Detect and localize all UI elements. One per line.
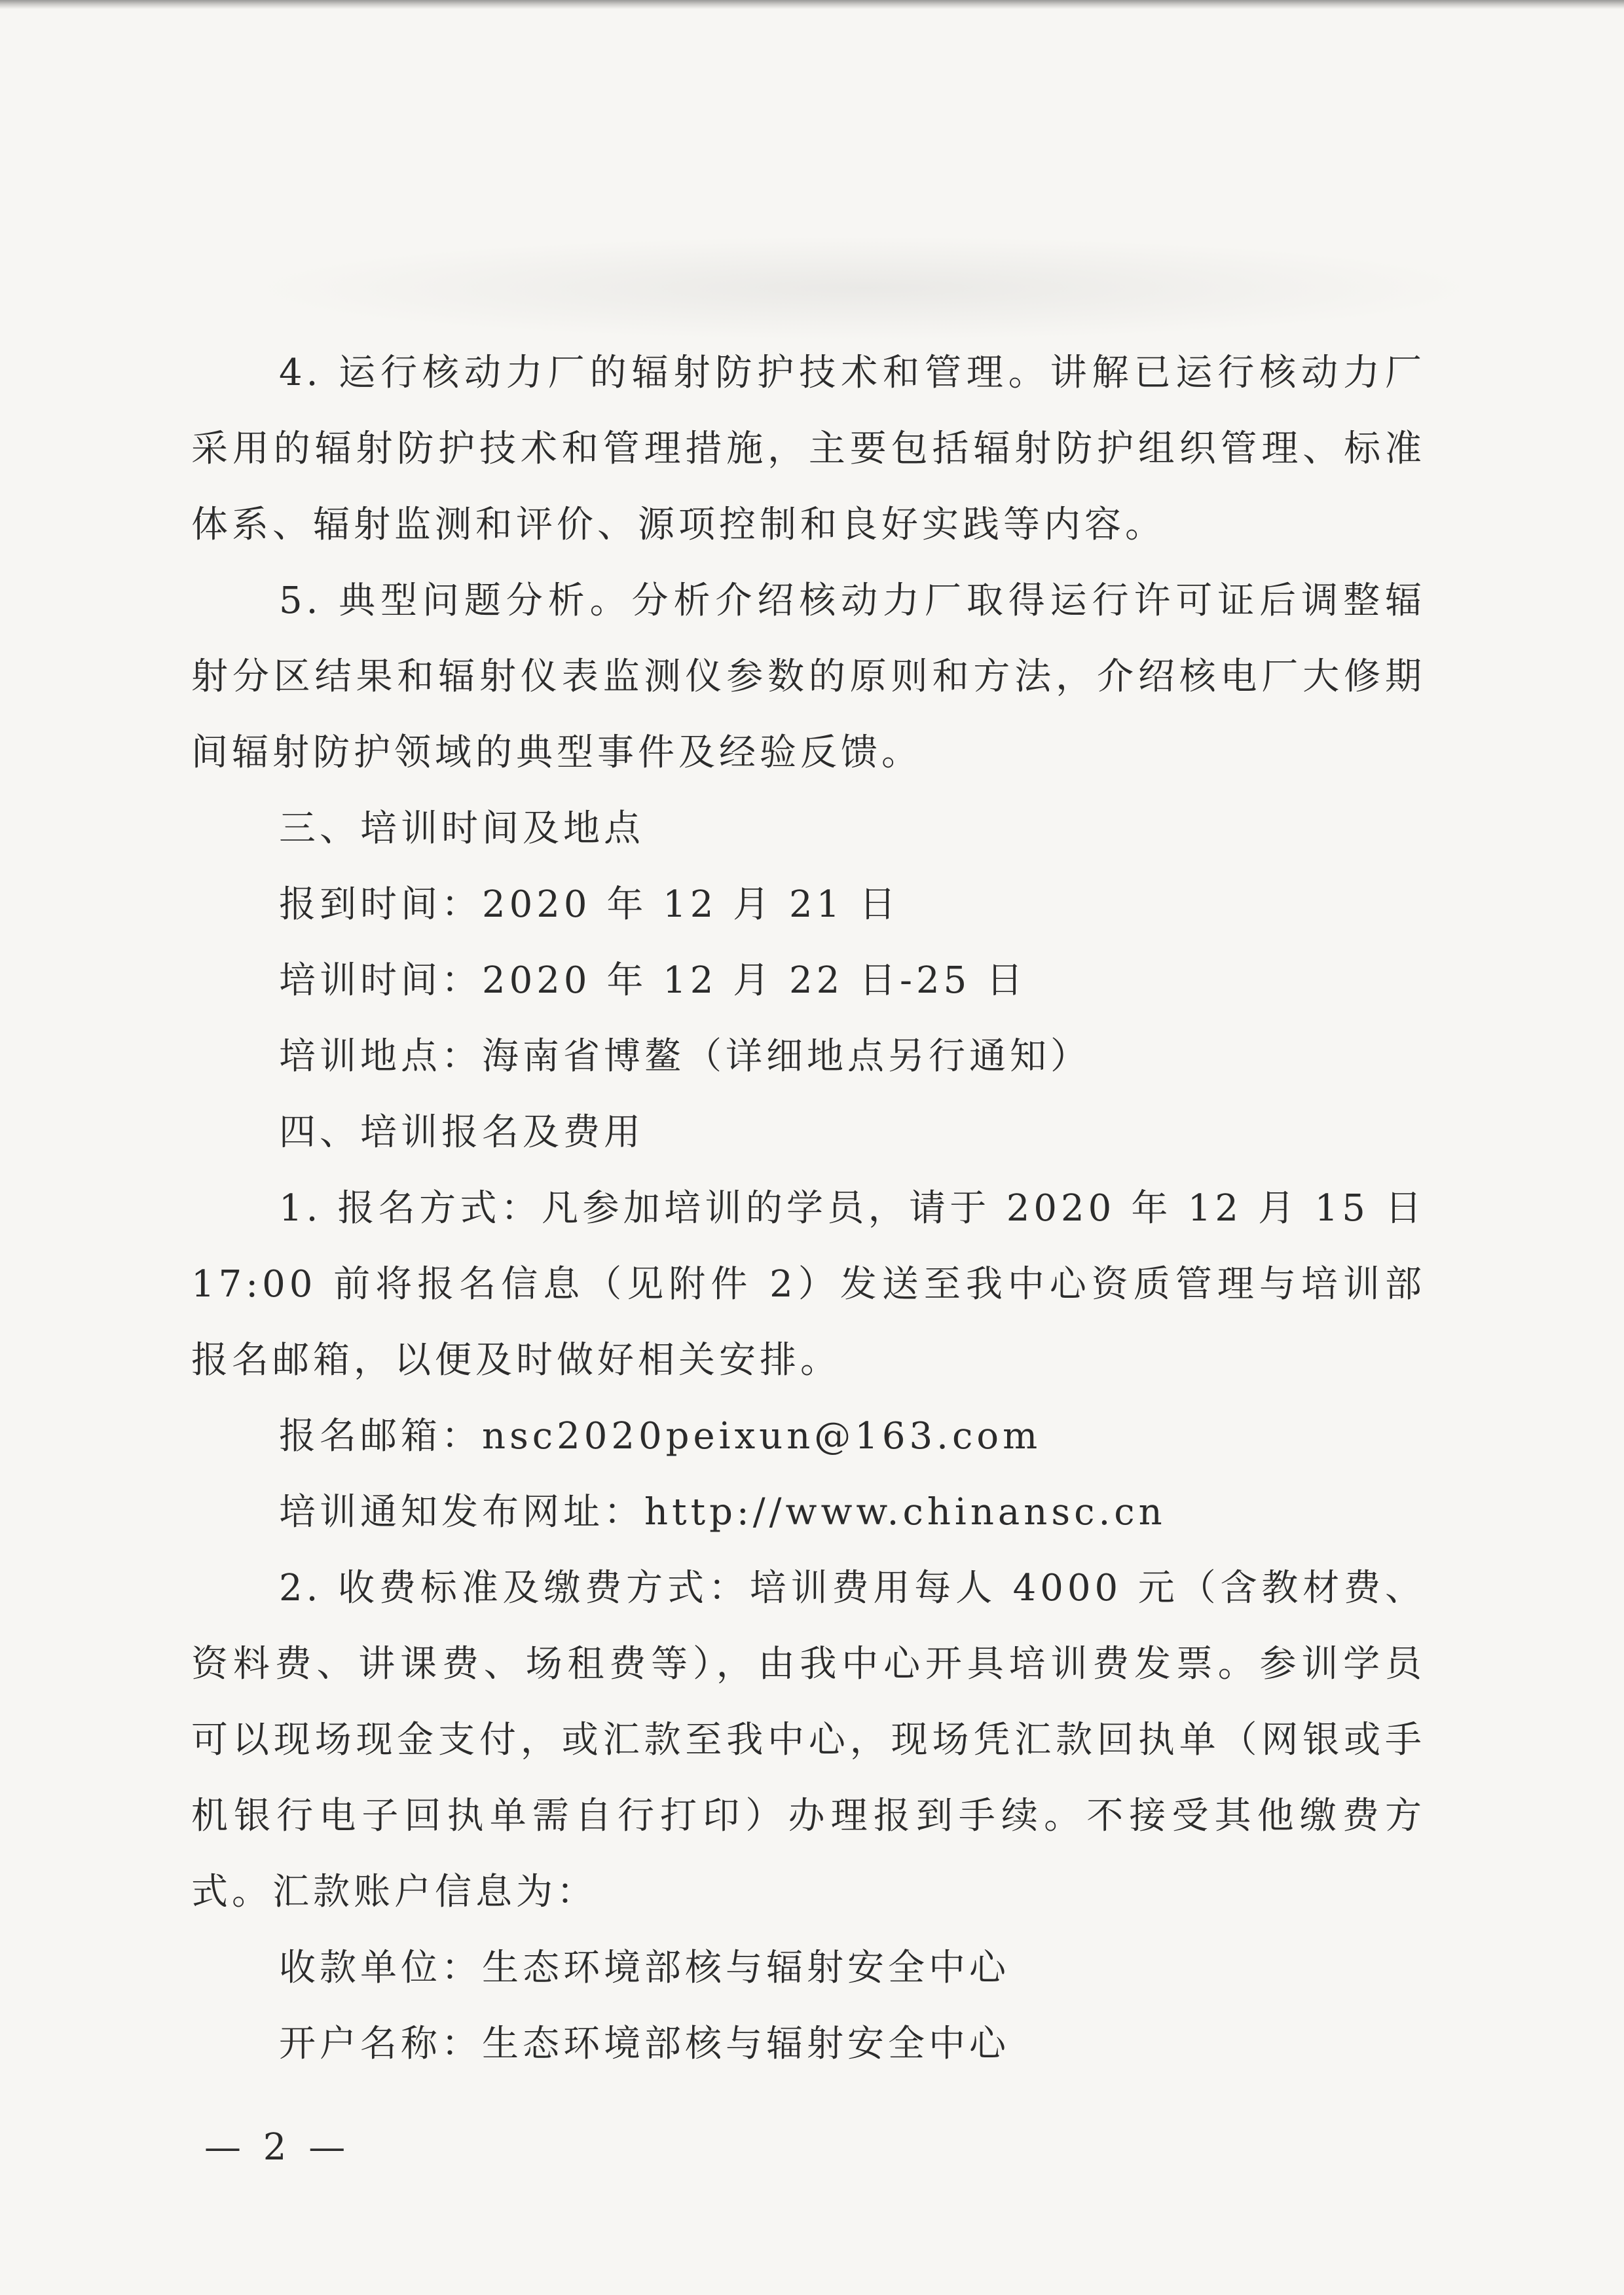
- training-dates: 培训时间：2020 年 12 月 22 日-25 日: [279, 959, 1027, 1002]
- paragraph-registration-method: 1. 报名方式：凡参加培训的学员，请于 2020 年 12 月 15 日 17:00 前将报名信息（见附件 2）发送至我中心资质管理与培训部报名邮箱，以便及时做好相关安排。: [191, 1187, 1426, 1382]
- registration-date: 报到时间：2020 年 12 月 21 日: [279, 883, 900, 926]
- section-heading-registration-fees: 四、培训报名及费用: [279, 1111, 644, 1154]
- paragraph-typical-problem-analysis: 5. 典型问题分析。分析介绍核动力厂取得运行许可证后调整辐射分区结果和辐射仪表监测仪参数的原则和方法，介绍核电厂大修期间辐射防护领域的典型事件及经验反馈。: [191, 579, 1426, 774]
- paragraph-radiation-protection-management: 4. 运行核动力厂的辐射防护技术和管理。讲解已运行核动力厂采用的辐射防护技术和管理措施，主要包括辐射防护组织管理、标准体系、辐射监测和评价、源项控制和良好实践等内容。: [191, 352, 1426, 546]
- scan-top-edge: [0, 0, 1624, 9]
- section-heading-time-location: 三、培训时间及地点: [279, 807, 644, 850]
- training-location: 培训地点：海南省博鳌（详细地点另行通知）: [279, 1035, 1091, 1078]
- account-name: 开户名称：生态环境部核与辐射安全中心: [279, 2023, 1010, 2065]
- bleed-through-shadow: [249, 236, 1480, 340]
- paragraph-fees-payment: 2. 收费标准及缴费方式：培训费用每人 4000 元（含教材费、资料费、讲课费、场租费等），由我中心开具培训费发票。参训学员可以现场现金支付，或汇款至我中心，现场凭汇款回执单（网银或手机银行电子回执单需自行打印）办理报到手续。不接受其他缴费方式。汇款账户信息为：: [191, 1567, 1426, 1913]
- page-number: — 2 —: [204, 2126, 351, 2169]
- notice-website: 培训通知发布网址：http://www.chinansc.cn: [279, 1491, 1166, 1533]
- document-body: [191, 335, 1426, 2082]
- payee-unit: 收款单位：生态环境部核与辐射安全中心: [279, 1947, 1010, 1989]
- registration-email: 报名邮箱：nsc2020peixun@163.com: [279, 1415, 1042, 1458]
